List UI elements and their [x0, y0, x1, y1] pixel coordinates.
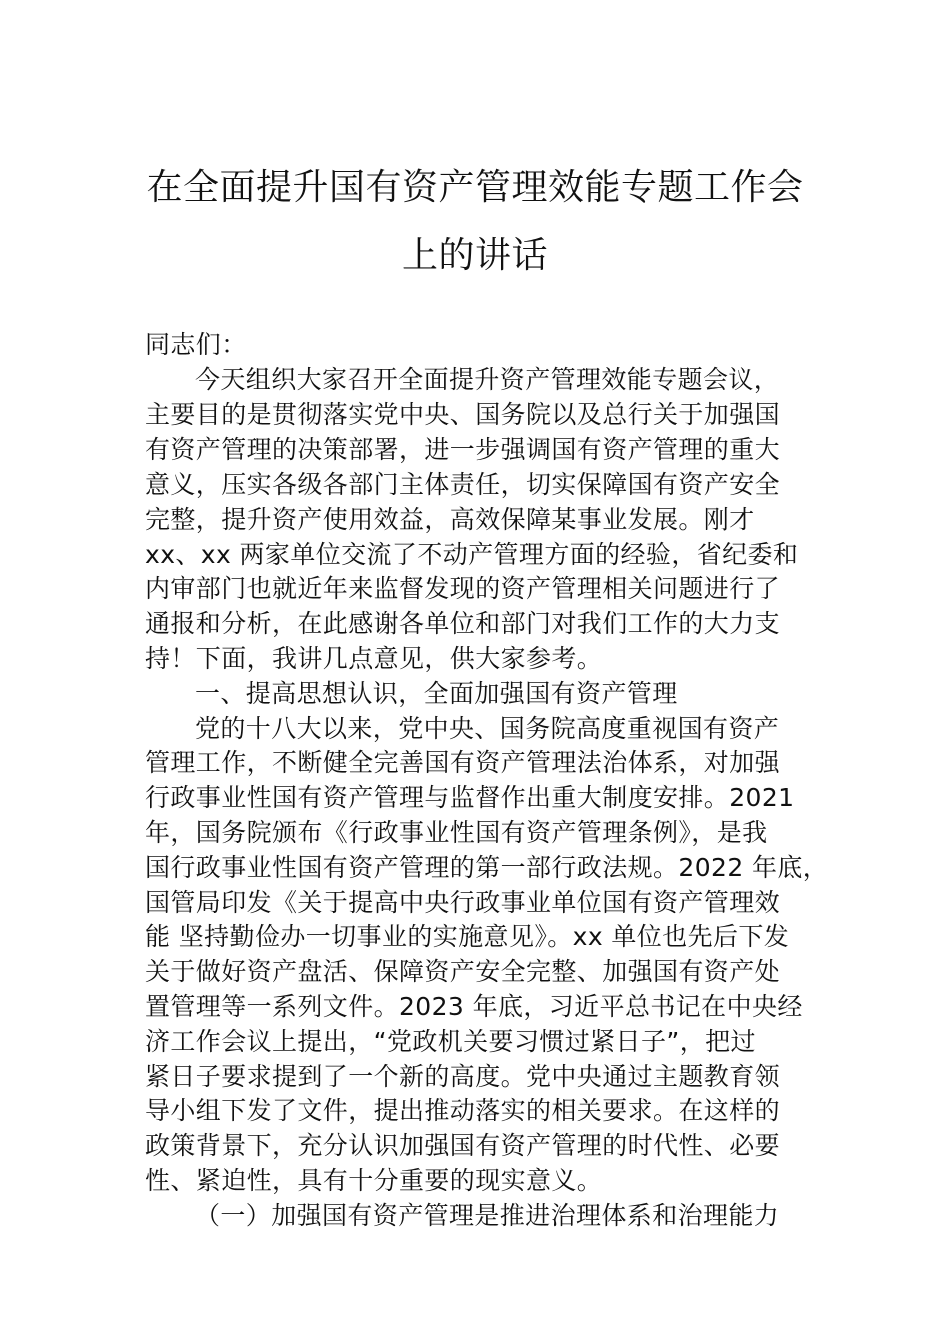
paragraph-line: 关于做好资产盘活、保障资产安全完整、加强国有资产处 — [145, 957, 781, 986]
paragraph-line: xx、xx 两家单位交流了不动产管理方面的经验，省纪委和 — [145, 540, 799, 569]
document-title-line-1: 在全面提升国有资产管理效能专题工作会 — [146, 167, 804, 208]
paragraph-line: 意义，压实各级各部门主体责任，切实保障国有资产安全 — [145, 470, 781, 499]
paragraph-line: 持！下面，我讲几点意见，供大家参考。 — [145, 644, 603, 673]
subsection-heading: （一）加强国有资产管理是推进治理体系和治理能力 — [195, 1201, 780, 1230]
paragraph-line: 能 坚持勤俭办一切事业的实施意见》。xx 单位也先后下发 — [145, 922, 790, 951]
paragraph-line: 主要目的是贯彻落实党中央、国务院以及总行关于加强国 — [145, 400, 781, 429]
paragraph-line: 年，国务院颁布《行政事业性国有资产管理条例》，是我 — [145, 818, 768, 847]
paragraph-line: 国行政事业性国有资产管理的第一部行政法规。2022 年底， — [145, 853, 829, 882]
paragraph-line: 置管理等一系列文件。2023 年底，习近平总书记在中央经 — [145, 992, 803, 1021]
paragraph-line: 紧日子要求提到了一个新的高度。党中央通过主题教育领 — [145, 1062, 781, 1091]
paragraph-line: 政策背景下，充分认识加强国有资产管理的时代性、必要 — [145, 1131, 781, 1160]
paragraph-line: 通报和分析，在此感谢各单位和部门对我们工作的大力支 — [145, 609, 781, 638]
paragraph-line: 有资产管理的决策部署，进一步强调国有资产管理的重大 — [145, 435, 781, 464]
paragraph-line: 行政事业性国有资产管理与监督作出重大制度安排。2021 — [145, 783, 795, 812]
paragraph-line: 济工作会议上提出，“党政机关要习惯过紧日子”，把过 — [145, 1027, 756, 1056]
paragraph-line: 管理工作，不断健全完善国有资产管理法治体系，对加强 — [145, 748, 781, 777]
paragraph-line: 完整，提升资产使用效益，高效保障某事业发展。刚才 — [145, 505, 755, 534]
section-heading: 一、提高思想认识，全面加强国有资产管理 — [195, 679, 678, 708]
paragraph-line: 党的十八大以来，党中央、国务院高度重视国有资产 — [195, 714, 780, 743]
paragraph-line: 内审部门也就近年来监督发现的资产管理相关问题进行了 — [145, 574, 781, 603]
document-title-line-2: 上的讲话 — [401, 235, 548, 276]
paragraph-line: 导小组下发了文件，提出推动落实的相关要求。在这样的 — [145, 1096, 781, 1125]
paragraph-line: 国管局印发《关于提高中央行政事业单位国有资产管理效 — [145, 888, 781, 917]
salutation: 同志们： — [145, 330, 247, 359]
paragraph-line: 性、紧迫性，具有十分重要的现实意义。 — [145, 1166, 603, 1195]
paragraph-line: 今天组织大家召开全面提升资产管理效能专题会议， — [195, 365, 780, 394]
